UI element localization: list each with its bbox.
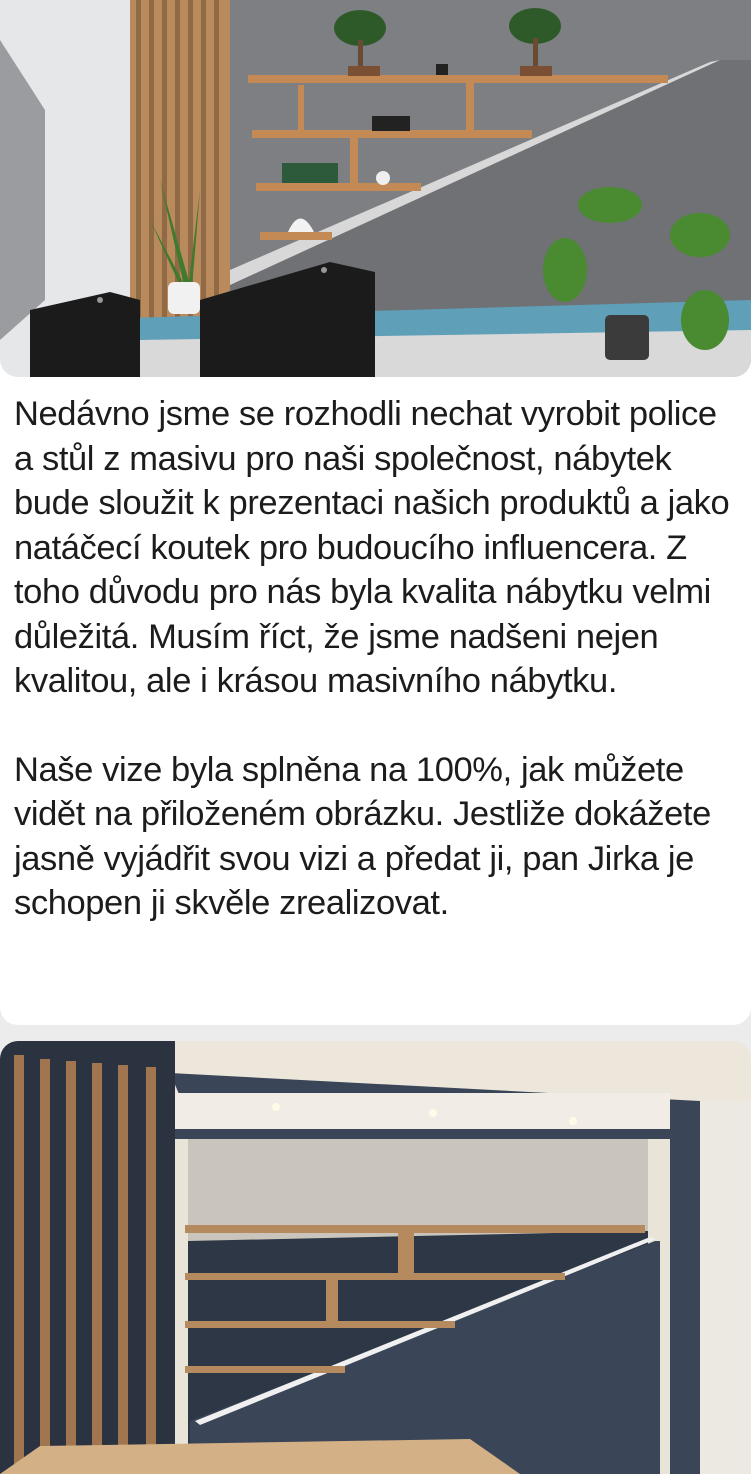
render-image[interactable]: [0, 0, 751, 377]
post-paragraph-1: Nedávno jsme se rozhodli nechat vyrobit police a stůl z masivu pro naši společnost, nábytek bude sloužit k prezentaci našich produktů a jako natáčecí koutek pro budoucího influencera. Z toho důvodu pro nás byla kvalita nábytku velmi důležitá. Musím říct, že jsme nadšeni nejen kvalitou, ale i krásou masivního nábytku.: [14, 395, 730, 700]
post-text: [14, 392, 744, 926]
photo-illustration: [0, 1041, 751, 1474]
render-illustration: [0, 0, 751, 377]
photo-image[interactable]: [0, 1041, 751, 1474]
post-paragraph-2: Naše vize byla splněna na 100%, jak můžete vidět na přiloženém obrázku. Jestliže dokážete jasně vyjádřit svou vizi a předat ji, pan Jirka je schopen ji skvěle zrealizovat.: [14, 750, 711, 922]
